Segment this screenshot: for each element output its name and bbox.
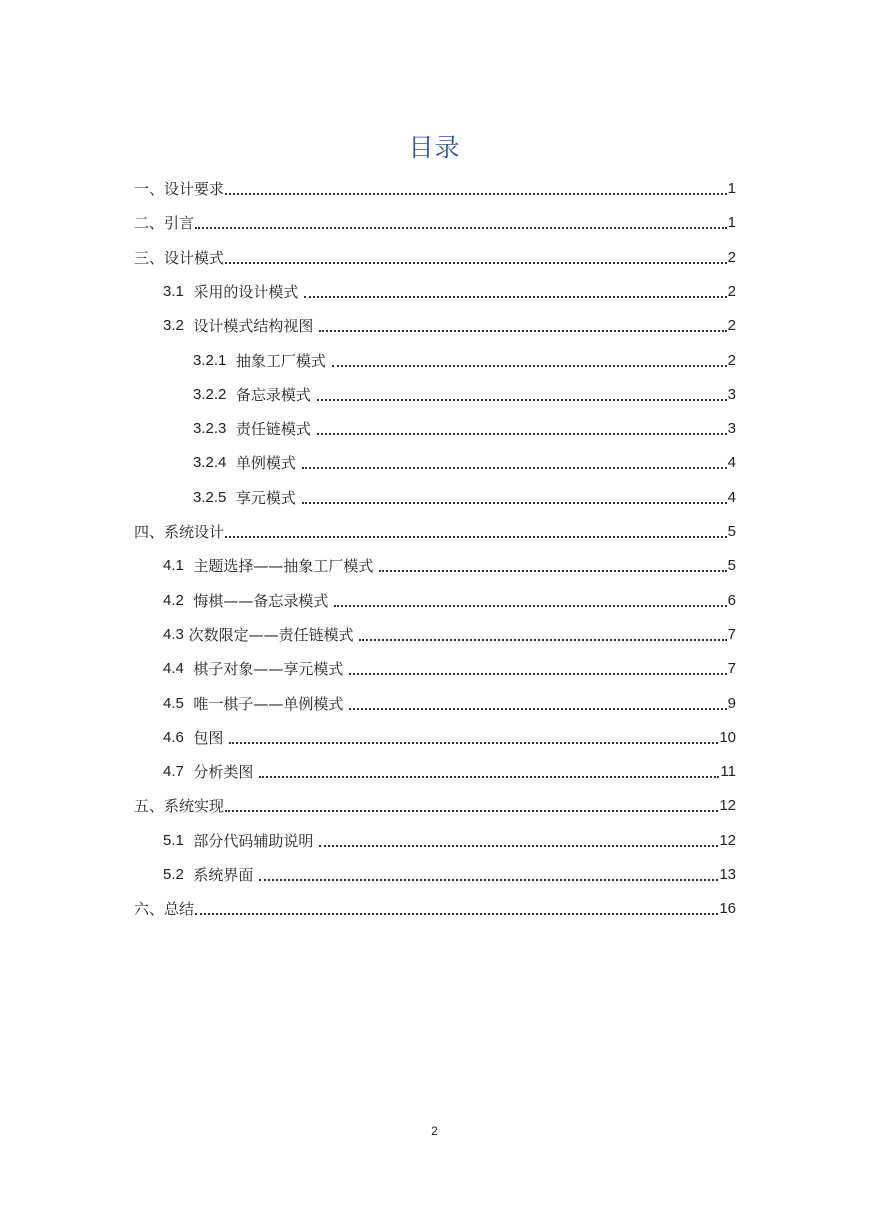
toc-entry-label: 三、设计模式 bbox=[134, 248, 225, 267]
toc-entry-page: 7 bbox=[727, 625, 736, 643]
toc-entry[interactable] bbox=[163, 651, 736, 679]
toc-entry-page: 12 bbox=[719, 797, 736, 815]
dot-leader bbox=[259, 776, 719, 778]
toc-entry[interactable] bbox=[163, 823, 736, 851]
dot-leader bbox=[195, 913, 718, 915]
dot-leader bbox=[319, 330, 726, 332]
toc-entry[interactable] bbox=[163, 583, 736, 611]
toc-entry-page: 4 bbox=[727, 488, 736, 506]
toc-entry-page: 9 bbox=[727, 694, 736, 712]
toc-entry[interactable] bbox=[163, 686, 736, 714]
toc-entry-page: 2 bbox=[727, 248, 736, 266]
dot-leader bbox=[302, 502, 727, 504]
toc-entry-label: 抽象工厂模式 bbox=[226, 351, 331, 370]
dot-leader bbox=[379, 570, 726, 572]
toc-entry-number: 4.2 bbox=[163, 591, 184, 609]
toc-entry[interactable] bbox=[134, 891, 736, 919]
toc-entry[interactable] bbox=[163, 857, 736, 885]
dot-leader bbox=[317, 399, 727, 401]
dot-leader bbox=[317, 433, 727, 435]
toc-entry-page: 3 bbox=[727, 385, 736, 403]
toc-entry-number: 4.5 bbox=[163, 694, 184, 712]
toc-entry[interactable] bbox=[193, 480, 736, 508]
toc-entry-page: 10 bbox=[719, 728, 736, 746]
toc-entry[interactable] bbox=[163, 720, 736, 748]
toc-entry-page: 3 bbox=[727, 420, 736, 438]
dot-leader bbox=[332, 365, 727, 367]
dot-leader bbox=[195, 227, 727, 229]
toc-entry-number: 4.3 bbox=[163, 625, 184, 643]
toc-entry-page: 5 bbox=[727, 557, 736, 575]
toc-entry-label: 六、总结 bbox=[134, 900, 195, 919]
toc-entry-label: 四、系统设计 bbox=[134, 523, 225, 541]
dot-leader bbox=[229, 742, 718, 744]
toc-entry[interactable] bbox=[163, 548, 736, 576]
toc-entry-label: 五、系统实现 bbox=[134, 797, 225, 816]
toc-entry-page: 1 bbox=[727, 180, 736, 197]
toc-entry-label: 享元模式 bbox=[226, 488, 301, 507]
toc-entry[interactable] bbox=[193, 411, 736, 439]
toc-entry-label: 分析类图 bbox=[183, 763, 259, 782]
toc-entry-page: 2 bbox=[727, 317, 736, 335]
dot-leader bbox=[225, 536, 727, 538]
toc-entry-number: 5.2 bbox=[163, 866, 184, 883]
toc-entry-label: 单例模式 bbox=[226, 454, 301, 473]
toc-entry-label: 二、引言 bbox=[134, 214, 195, 233]
dot-leader bbox=[304, 296, 726, 298]
toc-entry[interactable] bbox=[163, 308, 736, 336]
toc-entry-number: 3.2.3 bbox=[193, 420, 227, 438]
toc-entry[interactable] bbox=[193, 343, 736, 371]
toc-entry-number: 4.1 bbox=[163, 557, 184, 575]
toc-entry-page: 5 bbox=[727, 523, 736, 540]
toc-entry-label: 部分代码辅助说明 bbox=[183, 831, 319, 850]
dot-leader bbox=[349, 708, 726, 710]
toc-entry[interactable] bbox=[134, 171, 736, 199]
dot-leader bbox=[259, 879, 718, 881]
toc-entry-number: 4.4 bbox=[163, 660, 184, 678]
toc-entry-label: 主题选择——抽象工厂模式 bbox=[183, 557, 379, 576]
toc-entry-label: 悔棋——备忘录模式 bbox=[183, 591, 334, 610]
toc-entry[interactable] bbox=[134, 205, 736, 233]
toc-entry-label: 系统界面 bbox=[183, 866, 259, 884]
toc-entry[interactable] bbox=[193, 445, 736, 473]
toc-entry-label: 一、设计要求 bbox=[134, 180, 225, 198]
toc-entry-page: 12 bbox=[719, 831, 736, 849]
toc-entry-page: 7 bbox=[727, 660, 736, 678]
toc-entry-page: 11 bbox=[720, 763, 736, 781]
toc-entry-page: 6 bbox=[727, 591, 736, 609]
page-number: 2 bbox=[431, 1124, 438, 1138]
dot-leader bbox=[225, 193, 727, 195]
toc-entry-label: 责任链模式 bbox=[226, 420, 316, 439]
toc-entry-number: 4.7 bbox=[163, 763, 184, 781]
toc-entry-number: 3.2.1 bbox=[193, 351, 227, 369]
toc-entry-page: 4 bbox=[727, 454, 736, 472]
toc-entry[interactable] bbox=[134, 240, 736, 268]
toc-entry-number: 3.2.4 bbox=[193, 454, 227, 472]
toc-entry-page: 13 bbox=[719, 866, 736, 883]
toc-entry-label: 设计模式结构视图 bbox=[183, 317, 319, 336]
dot-leader bbox=[225, 262, 727, 264]
dot-leader bbox=[334, 605, 726, 607]
toc-entry-number: 5.1 bbox=[163, 831, 184, 849]
dot-leader bbox=[225, 810, 718, 812]
toc-entry-number: 4.6 bbox=[163, 728, 184, 746]
toc-entry-label: 采用的设计模式 bbox=[183, 282, 304, 301]
toc-entry-page: 2 bbox=[727, 282, 736, 300]
toc-entry-page: 2 bbox=[727, 351, 736, 369]
dot-leader bbox=[302, 467, 727, 469]
dot-leader bbox=[349, 673, 726, 675]
toc-entry-number: 3.1 bbox=[163, 282, 184, 300]
toc-entry[interactable] bbox=[163, 617, 736, 645]
toc-entry-page: 1 bbox=[727, 214, 736, 232]
toc-entry-label: 备忘录模式 bbox=[226, 385, 316, 404]
page-title: 目录 bbox=[408, 133, 461, 162]
dot-leader bbox=[319, 845, 718, 847]
toc-entry[interactable] bbox=[163, 274, 736, 302]
toc-entry[interactable] bbox=[134, 788, 736, 816]
toc-entry-number: 3.2 bbox=[163, 317, 184, 335]
toc-entry[interactable] bbox=[134, 514, 736, 542]
toc-entry-label: 棋子对象——享元模式 bbox=[183, 660, 349, 679]
toc-entry-label: 唯一棋子——单例模式 bbox=[183, 694, 349, 713]
toc-entry[interactable] bbox=[163, 754, 736, 782]
dot-leader bbox=[359, 639, 726, 641]
toc-entry-label: 包图 bbox=[183, 728, 229, 747]
toc-entry-number: 3.2.5 bbox=[193, 488, 227, 506]
toc-entry-number: 3.2.2 bbox=[193, 385, 227, 403]
toc-entry-page: 16 bbox=[719, 900, 736, 918]
toc-entry[interactable] bbox=[193, 377, 736, 405]
toc-entry-label: 次数限定——责任链模式 bbox=[183, 625, 359, 644]
